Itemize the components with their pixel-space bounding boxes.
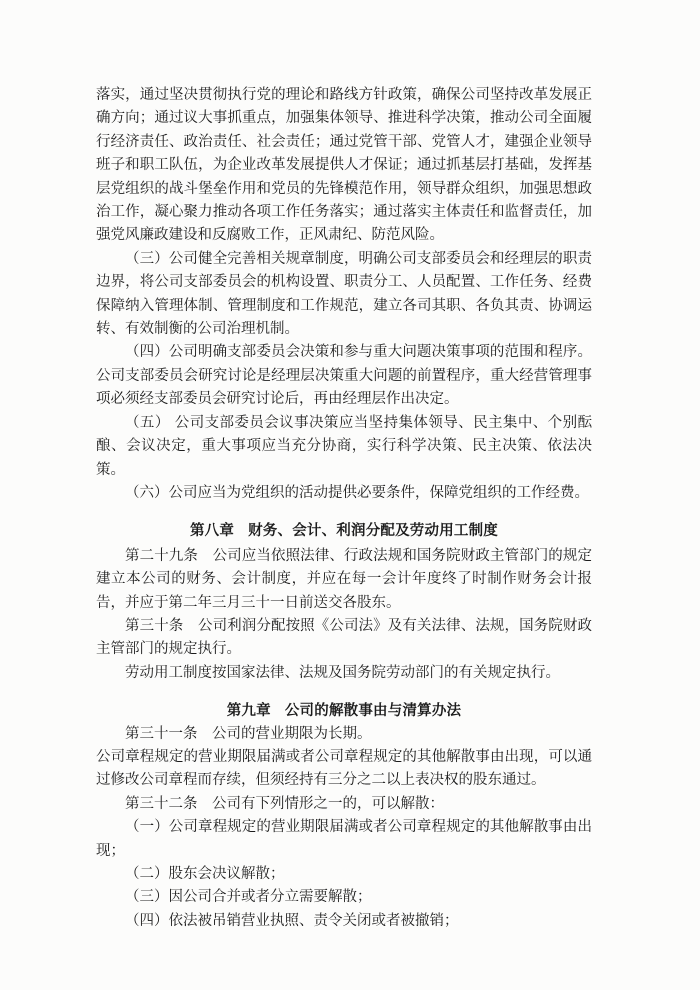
article-32-item-4: （四）依法被吊销营业执照、责令关闭或者被撤销； [125,912,459,929]
article-32-item-3: （三）因公司合并或者分立需要解散； [125,889,372,906]
chapter-9-heading [96,699,592,722]
article-32-item-2: （二）股东会决议解散； [125,866,285,882]
paragraph-item-5: （五） 公司支部委员会议事决策应当坚持集体领导、民主集中、个别酝酿、会议决定，重大事项应当充分协商，实行科学决策、民主决策、依法决策。 [96,414,592,478]
chapter-8-title: 财务、会计、利润分配及劳动用工制度 [248,522,498,540]
article-31: 第三十一条 公司的营业期限为长期。 [125,725,372,742]
paragraph-item-3: （三）公司健全完善相关规章制度，明确公司支部委员会和经理层的职责边界，将公司支部委员会的机构设置、职责分工、人员配置、工作任务、经费保障纳入管理体制、管理制度和工作规范，建立各司其职、各负其责、协调运转、有效制衡的公司治理机制。 [96,250,592,338]
document-body [96,84,592,933]
paragraph-continued: 落实，通过坚决贯彻执行党的理论和路线方针政策，确保公司坚持改革发展正确方向；通过议大事抓重点，加强集体领导、推进科学决策，推动公司全面履行经济责任、政治责任、社会责任；通过党管干部、党管人才，建强企业领导班子和职工队伍，为企业改革发展提供人才保证；通过抓基层打基础，发挥基层党组织的战斗堡垒作用和党员的先锋模范作用，领导群众组织，加强思想政治工作，凝心聚力推动各项工作任务落实；通过落实主体责任和监督责任，加强党风廉政建设和反腐败工作，正风肃纪、防范风险。 [96,87,592,244]
chapter-9-number: 第九章 [226,702,271,720]
article-31-continued: 公司章程规定的营业期限届满或者公司章程规定的其他解散事由出现，可以通过修改公司章程而存续，但须经持有三分之二以上表决权的股东通过。 [96,748,592,789]
article-29: 第二十九条 公司应当依照法律、行政法规和国务院财政主管部门的规定建立本公司的财务、会计制度，并应在每一会计年度终了时制作财务会计报告，并应于第二年三月三十一日前送交各股东。 [96,547,592,611]
chapter-8-heading [96,519,592,542]
labor-rules: 劳动用工制度按国家法律、法规及国务院劳动部门的有关规定执行。 [125,664,560,681]
chapter-8-number: 第八章 [189,522,235,540]
article-32: 第三十二条 公司有下列情形之一的，可以解散： [125,795,444,812]
article-30: 第三十条 公司利润分配按照《公司法》及有关法律、法规，国务院财政主管部门的规定执行。 [96,617,592,658]
article-32-item-1: （一）公司章程规定的营业期限届满或者公司章程规定的其他解散事由出现； [96,819,592,859]
chapter-9-title: 公司的解散事由与清算办法 [284,702,462,720]
paragraph-item-6: （六）公司应当为党组织的活动提供必要条件，保障党组织的工作经费。 [125,484,589,501]
paragraph-item-4: （四）公司明确支部委员会决策和参与重大问题决策事项的范围和程序。公司支部委员会研究讨论是经理层决策重大问题的前置程序，重大经营管理事项必须经支部委员会研究讨论后，再由经理层作出决定。 [96,344,592,408]
